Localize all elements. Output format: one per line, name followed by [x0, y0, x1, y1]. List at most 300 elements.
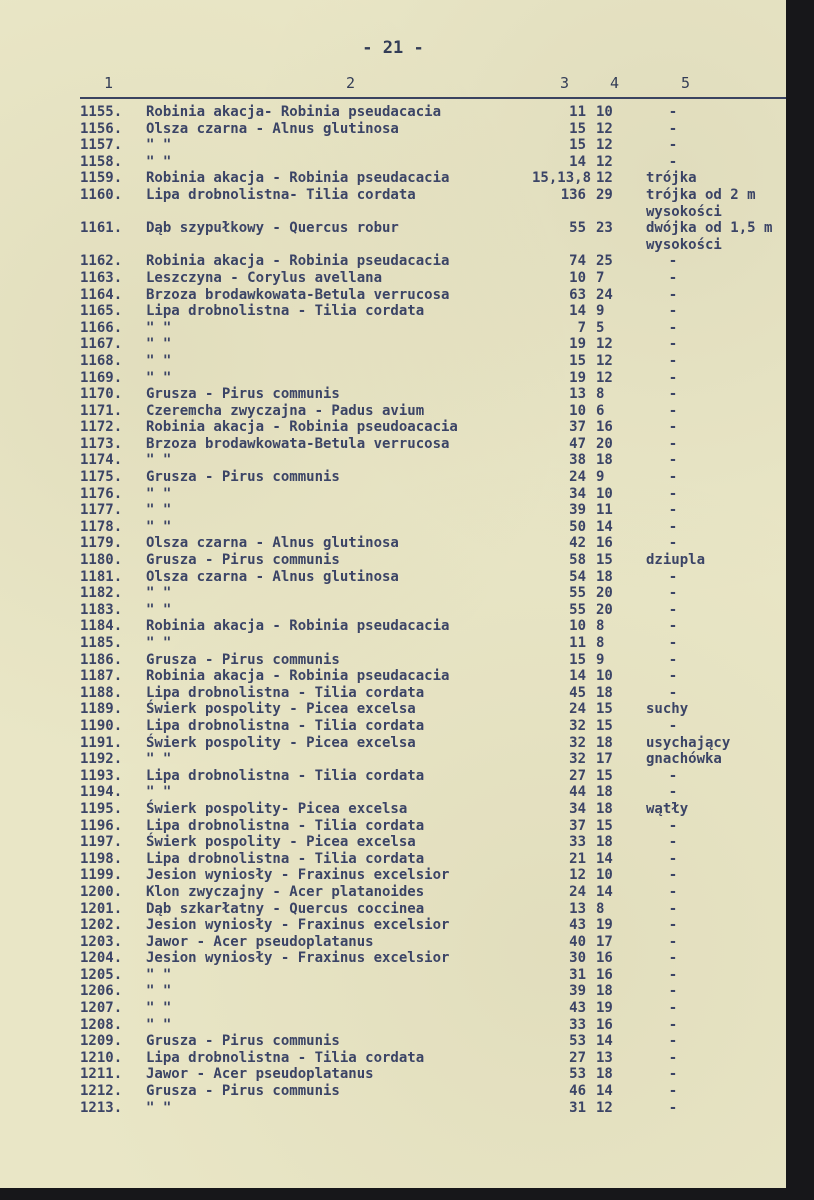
- measurement-col3: 58: [569, 552, 586, 569]
- measurement-col3: 10: [569, 269, 586, 286]
- measurement-col4: 9: [596, 469, 605, 486]
- table-row: [0, 436, 786, 453]
- remarks: -: [668, 1066, 678, 1083]
- table-row: [0, 1033, 786, 1050]
- species-name: " ": [146, 635, 172, 651]
- row-number: 1168.: [80, 352, 123, 369]
- table-row: [0, 901, 786, 918]
- table-row: [0, 917, 786, 934]
- remarks: -: [668, 917, 678, 934]
- remarks: -: [668, 651, 678, 668]
- remarks: -: [668, 817, 678, 834]
- remarks: -: [668, 834, 678, 851]
- measurement-col3: 11: [569, 635, 586, 651]
- measurement-col3: 47: [569, 435, 586, 452]
- measurement-col3: 11: [569, 104, 586, 120]
- species-name: Lipa drobnolistna - Tilia cordata: [146, 850, 425, 867]
- remarks: -: [668, 1016, 678, 1033]
- remarks: -: [668, 966, 678, 983]
- measurement-col4: 12: [596, 170, 613, 187]
- row-number: 1158.: [80, 153, 123, 170]
- row-number: 1157.: [80, 137, 123, 154]
- table-row: [0, 950, 786, 967]
- species-name: Grusza - Pirus communis: [146, 1083, 340, 1100]
- table-row: [0, 934, 786, 951]
- row-number: 1213.: [80, 1099, 123, 1116]
- remarks: -: [668, 867, 678, 884]
- measurement-col3: 33: [569, 1016, 586, 1033]
- table-row: [0, 618, 786, 635]
- species-name: Lipa drobnolistna - Tilia cordata: [146, 303, 425, 320]
- column-header-2: 2: [346, 74, 356, 92]
- remarks: -: [668, 120, 678, 137]
- table-row: [0, 469, 786, 486]
- species-name: Olsza czarna - Alnus glutinosa: [146, 535, 399, 552]
- species-name: " ": [146, 1016, 172, 1033]
- measurement-col4: 15: [596, 767, 613, 784]
- table-row: [0, 1017, 786, 1034]
- remarks: -: [668, 1033, 678, 1050]
- row-number: 1209.: [80, 1033, 123, 1050]
- row-number: 1179.: [80, 535, 123, 552]
- table-row: [0, 353, 786, 370]
- row-number: 1206.: [80, 983, 123, 1000]
- row-number: 1193.: [80, 767, 123, 784]
- measurement-col4: 16: [596, 535, 613, 552]
- species-name: Grusza - Pirus communis: [146, 386, 340, 403]
- table-row: [0, 104, 786, 121]
- species-name: Grusza - Pirus communis: [146, 469, 340, 486]
- table-row: [0, 1066, 786, 1083]
- species-name: " ": [146, 585, 172, 602]
- row-number: 1167.: [80, 336, 123, 353]
- measurement-col4: 10: [596, 867, 613, 884]
- species-name: Jesion wyniosły - Fraxinus excelsior: [146, 917, 450, 934]
- remarks: -: [668, 684, 678, 701]
- remarks: -: [668, 983, 678, 1000]
- remarks: -: [668, 535, 678, 552]
- remarks: -: [668, 386, 678, 403]
- measurement-col4: 16: [596, 419, 613, 436]
- column-header-1: 1: [104, 74, 114, 92]
- measurement-col4: 12: [596, 1099, 613, 1116]
- row-number: 1173.: [80, 435, 123, 452]
- row-number: 1187.: [80, 668, 123, 685]
- species-name: Dąb szkarłatny - Quercus coccinea: [146, 900, 425, 917]
- measurement-col4: 10: [596, 668, 613, 685]
- remarks: -: [668, 253, 678, 270]
- remarks: -: [668, 883, 678, 900]
- table-row: [0, 718, 786, 735]
- remarks: -: [668, 137, 678, 154]
- row-number: 1188.: [80, 684, 123, 701]
- species-name: Jesion wyniosły - Fraxinus excelsior: [146, 867, 450, 884]
- table-row: [0, 187, 786, 220]
- measurement-col4: 12: [596, 137, 613, 154]
- table-row: [0, 370, 786, 387]
- remarks: -: [668, 104, 678, 120]
- measurement-col4: 15: [596, 552, 613, 569]
- measurement-col3: 34: [569, 485, 586, 502]
- measurement-col4: 9: [596, 651, 605, 668]
- table-row: [0, 884, 786, 901]
- remarks: -: [668, 485, 678, 502]
- row-number: 1163.: [80, 269, 123, 286]
- row-number: 1183.: [80, 601, 123, 618]
- remarks: -: [668, 452, 678, 469]
- measurement-col4: 18: [596, 800, 613, 817]
- remarks: -: [668, 1083, 678, 1100]
- species-name: Lipa drobnolistna - Tilia cordata: [146, 684, 425, 701]
- column-header-5: 5: [681, 74, 691, 92]
- row-number: 1199.: [80, 867, 123, 884]
- measurement-col4: 18: [596, 1066, 613, 1083]
- table-row: [0, 121, 786, 138]
- table-row: [0, 253, 786, 270]
- table-row: [0, 768, 786, 785]
- measurement-col3: 53: [569, 1066, 586, 1083]
- species-name: " ": [146, 751, 172, 768]
- row-number: 1190.: [80, 717, 123, 734]
- species-name: Olsza czarna - Alnus glutinosa: [146, 120, 399, 137]
- species-name: " ": [146, 1000, 172, 1017]
- page-number: - 21 -: [362, 38, 424, 58]
- measurement-col4: 10: [596, 104, 613, 120]
- measurement-col3: 55: [569, 220, 586, 237]
- row-number: 1155.: [80, 104, 123, 120]
- measurement-col3: 37: [569, 419, 586, 436]
- species-name: Olsza czarna - Alnus glutinosa: [146, 568, 399, 585]
- species-name: Lipa drobnolistna - Tilia cordata: [146, 817, 425, 834]
- measurement-col3: 21: [569, 850, 586, 867]
- remarks: -: [668, 1099, 678, 1116]
- measurement-col3: 31: [569, 1099, 586, 1116]
- measurement-col4: 19: [596, 1000, 613, 1017]
- table-row: [0, 519, 786, 536]
- remarks: -: [668, 568, 678, 585]
- measurement-col3: 27: [569, 767, 586, 784]
- table-row: [0, 137, 786, 154]
- measurement-col3: 14: [569, 668, 586, 685]
- measurement-col4: 18: [596, 452, 613, 469]
- remarks: -: [668, 369, 678, 386]
- table-row: [0, 552, 786, 569]
- table-row: [0, 419, 786, 436]
- measurement-col3: 37: [569, 817, 586, 834]
- species-name: Lipa drobnolistna - Tilia cordata: [146, 767, 425, 784]
- table-row: [0, 635, 786, 652]
- species-name: Lipa drobnolistna - Tilia cordata: [146, 1049, 425, 1066]
- measurement-col4: 23: [596, 220, 613, 237]
- measurement-col3: 15: [569, 137, 586, 154]
- table-row: [0, 386, 786, 403]
- table-row: [0, 834, 786, 851]
- species-name: " ": [146, 452, 172, 469]
- species-name: " ": [146, 137, 172, 154]
- measurement-col3: 13: [569, 900, 586, 917]
- row-number: 1161.: [80, 220, 123, 237]
- species-name: Grusza - Pirus communis: [146, 552, 340, 569]
- measurement-col4: 13: [596, 1049, 613, 1066]
- row-number: 1165.: [80, 303, 123, 320]
- species-name: Lipa drobnolistna- Tilia cordata: [146, 186, 416, 203]
- species-name: " ": [146, 983, 172, 1000]
- measurement-col4: 14: [596, 883, 613, 900]
- row-number: 1181.: [80, 568, 123, 585]
- row-number: 1185.: [80, 635, 123, 651]
- measurement-col4: 12: [596, 369, 613, 386]
- measurement-col3: 42: [569, 535, 586, 552]
- species-name: Brzoza brodawkowata-Betula verrucosa: [146, 286, 450, 303]
- measurement-col4: 25: [596, 253, 613, 270]
- row-number: 1186.: [80, 651, 123, 668]
- measurement-col3: 54: [569, 568, 586, 585]
- species-name: Robinia akacja - Robinia pseudoacacia: [146, 419, 458, 436]
- table-row: [0, 1083, 786, 1100]
- row-number: 1172.: [80, 419, 123, 436]
- measurement-col4: 14: [596, 850, 613, 867]
- remarks: -: [668, 419, 678, 436]
- measurement-col3: 136: [560, 186, 586, 203]
- measurement-col3: 15: [569, 651, 586, 668]
- table-row: [0, 270, 786, 287]
- species-name: Świerk pospolity- Picea excelsa: [146, 800, 408, 817]
- table-row: [0, 569, 786, 586]
- species-name: " ": [146, 502, 172, 519]
- remarks: -: [668, 1000, 678, 1017]
- species-name: Dąb szypułkowy - Quercus robur: [146, 220, 399, 237]
- remarks: -: [668, 502, 678, 519]
- measurement-col4: 5: [596, 319, 605, 336]
- measurement-col4: 14: [596, 1033, 613, 1050]
- species-name: " ": [146, 1099, 172, 1116]
- measurement-col4: 11: [596, 502, 613, 519]
- remarks: -: [668, 585, 678, 602]
- row-number: 1160.: [80, 186, 123, 203]
- measurement-col3: 43: [569, 1000, 586, 1017]
- measurement-col4: 18: [596, 734, 613, 751]
- measurement-col3: 32: [569, 717, 586, 734]
- species-name: Robinia akacja - Robinia pseudacacia: [146, 253, 450, 270]
- measurement-col4: 9: [596, 303, 605, 320]
- species-name: Świerk pospolity - Picea excelsa: [146, 834, 416, 851]
- species-name: " ": [146, 336, 172, 353]
- measurement-col3: 10: [569, 402, 586, 419]
- row-number: 1162.: [80, 253, 123, 270]
- measurement-col4: 20: [596, 435, 613, 452]
- table-row: [0, 287, 786, 304]
- table-row: [0, 751, 786, 768]
- species-name: " ": [146, 485, 172, 502]
- species-name: Świerk pospolity - Picea excelsa: [146, 734, 416, 751]
- table-row: [0, 851, 786, 868]
- remarks: -: [668, 767, 678, 784]
- measurement-col4: 12: [596, 336, 613, 353]
- row-number: 1197.: [80, 834, 123, 851]
- table-row: [0, 170, 786, 187]
- table-row: [0, 535, 786, 552]
- measurement-col3: 55: [569, 601, 586, 618]
- remarks: -: [668, 668, 678, 685]
- row-number: 1174.: [80, 452, 123, 469]
- measurement-col3: 14: [569, 153, 586, 170]
- row-number: 1184.: [80, 618, 123, 635]
- measurement-col4: 16: [596, 950, 613, 967]
- species-name: Lipa drobnolistna - Tilia cordata: [146, 717, 425, 734]
- table-row: [0, 1100, 786, 1117]
- remarks: -: [668, 900, 678, 917]
- remarks: -: [668, 1049, 678, 1066]
- remarks: -: [668, 352, 678, 369]
- measurement-col4: 17: [596, 751, 613, 768]
- row-number: 1176.: [80, 485, 123, 502]
- remarks: dziupla: [646, 552, 706, 569]
- table-row: [0, 502, 786, 519]
- remarks: trójka: [646, 170, 697, 187]
- measurement-col4: 29: [596, 186, 613, 203]
- measurement-col4: 24: [596, 286, 613, 303]
- table-row: [0, 1000, 786, 1017]
- measurement-col3: 15: [569, 120, 586, 137]
- row-number: 1202.: [80, 917, 123, 934]
- measurement-col3: 33: [569, 834, 586, 851]
- species-name: " ": [146, 352, 172, 369]
- measurement-col3: 24: [569, 883, 586, 900]
- measurement-col4: 18: [596, 784, 613, 801]
- column-header-3: 3: [560, 74, 570, 92]
- measurement-col3: 15,13,8: [532, 170, 592, 187]
- measurement-col4: 8: [596, 635, 605, 651]
- species-name: " ": [146, 784, 172, 801]
- measurement-col4: 16: [596, 1016, 613, 1033]
- measurement-col3: 13: [569, 386, 586, 403]
- measurement-col3: 39: [569, 983, 586, 1000]
- measurement-col3: 44: [569, 784, 586, 801]
- row-number: 1189.: [80, 701, 123, 718]
- species-name: Robinia akacja - Robinia pseudacacia: [146, 618, 450, 635]
- table-row: [0, 336, 786, 353]
- remarks: -: [668, 269, 678, 286]
- measurement-col3: 34: [569, 800, 586, 817]
- measurement-col4: 10: [596, 485, 613, 502]
- measurement-col4: 15: [596, 701, 613, 718]
- measurement-col4: 20: [596, 601, 613, 618]
- table-row: [0, 220, 786, 253]
- measurement-col4: 14: [596, 1083, 613, 1100]
- measurement-col4: 12: [596, 352, 613, 369]
- measurement-col3: 30: [569, 950, 586, 967]
- table-row: [0, 818, 786, 835]
- table-row: [0, 585, 786, 602]
- remarks: suchy: [646, 701, 689, 718]
- row-number: 1204.: [80, 950, 123, 967]
- row-number: 1195.: [80, 800, 123, 817]
- species-name: Jawor - Acer pseudoplatanus: [146, 1066, 374, 1083]
- measurement-col3: 15: [569, 352, 586, 369]
- species-name: Leszczyna - Corylus avellana: [146, 269, 383, 286]
- measurement-col4: 6: [596, 402, 605, 419]
- species-name: " ": [146, 601, 172, 618]
- row-number: 1207.: [80, 1000, 123, 1017]
- row-number: 1178.: [80, 518, 123, 535]
- table-row: [0, 801, 786, 818]
- measurement-col3: 32: [569, 734, 586, 751]
- species-name: Jesion wyniosły - Fraxinus excelsior: [146, 950, 450, 967]
- remarks: -: [668, 635, 678, 651]
- tree-list: [0, 104, 786, 1116]
- measurement-col4: 16: [596, 966, 613, 983]
- measurement-col4: 12: [596, 120, 613, 137]
- measurement-col3: 24: [569, 469, 586, 486]
- row-number: 1200.: [80, 883, 123, 900]
- table-row: [0, 735, 786, 752]
- species-name: " ": [146, 518, 172, 535]
- remarks: -: [668, 153, 678, 170]
- measurement-col3: 14: [569, 303, 586, 320]
- row-number: 1171.: [80, 402, 123, 419]
- table-row: [0, 486, 786, 503]
- table-row: [0, 784, 786, 801]
- row-number: 1191.: [80, 734, 123, 751]
- measurement-col4: 18: [596, 834, 613, 851]
- measurement-col3: 24: [569, 701, 586, 718]
- measurement-col3: 19: [569, 369, 586, 386]
- measurement-col4: 12: [596, 153, 613, 170]
- remarks: -: [668, 717, 678, 734]
- row-number: 1156.: [80, 120, 123, 137]
- row-number: 1164.: [80, 286, 123, 303]
- remarks: -: [668, 850, 678, 867]
- measurement-col4: 20: [596, 585, 613, 602]
- measurement-col4: 18: [596, 568, 613, 585]
- measurement-col3: 63: [569, 286, 586, 303]
- measurement-col4: 7: [596, 269, 605, 286]
- species-name: Grusza - Pirus communis: [146, 1033, 340, 1050]
- remarks: -: [668, 336, 678, 353]
- table-row: [0, 154, 786, 171]
- measurement-col4: 17: [596, 933, 613, 950]
- remarks: -: [668, 518, 678, 535]
- measurement-col3: 50: [569, 518, 586, 535]
- header-rule: [80, 97, 786, 99]
- species-name: " ": [146, 153, 172, 170]
- row-number: 1177.: [80, 502, 123, 519]
- species-name: Brzoza brodawkowata-Betula verrucosa: [146, 435, 450, 452]
- measurement-col3: 39: [569, 502, 586, 519]
- measurement-col4: 19: [596, 917, 613, 934]
- remarks: -: [668, 784, 678, 801]
- measurement-col3: 45: [569, 684, 586, 701]
- row-number: 1159.: [80, 170, 123, 187]
- table-row: [0, 403, 786, 420]
- table-row: [0, 685, 786, 702]
- measurement-col4: 8: [596, 618, 605, 635]
- measurement-col3: 12: [569, 867, 586, 884]
- row-number: 1182.: [80, 585, 123, 602]
- table-row: [0, 303, 786, 320]
- row-number: 1198.: [80, 850, 123, 867]
- measurement-col4: 18: [596, 983, 613, 1000]
- measurement-col3: 46: [569, 1083, 586, 1100]
- remarks: -: [668, 601, 678, 618]
- table-row: [0, 652, 786, 669]
- row-number: 1175.: [80, 469, 123, 486]
- table-row: [0, 701, 786, 718]
- row-number: 1194.: [80, 784, 123, 801]
- measurement-col4: 15: [596, 717, 613, 734]
- remarks: wątły: [646, 800, 689, 817]
- species-name: " ": [146, 319, 172, 336]
